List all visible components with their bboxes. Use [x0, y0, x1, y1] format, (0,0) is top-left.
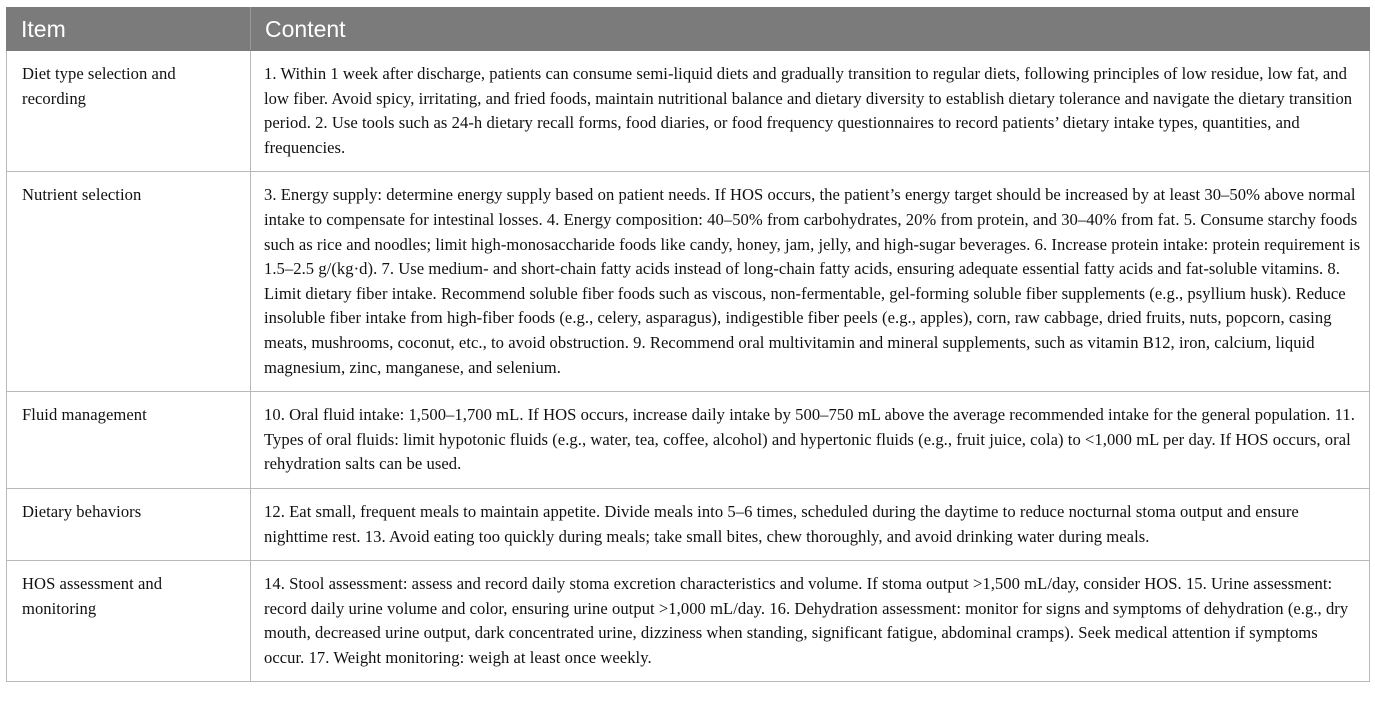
header-item: Item	[7, 8, 251, 51]
table-row	[7, 51, 1370, 172]
row-item-cell: Diet type selection and recording	[7, 51, 251, 172]
guideline-table	[6, 7, 1370, 682]
table-header	[7, 8, 1370, 51]
row-item-cell: Dietary behaviors	[7, 488, 251, 560]
header-row	[7, 8, 1370, 51]
header-content: Content	[251, 8, 1370, 51]
row-item-cell: Fluid management	[7, 392, 251, 489]
row-content-cell: 3. Energy supply: determine energy supply based on patient needs. If HOS occurs, the patient’s energy target should be increased by at least 30–50% above normal intake to compensate for intestinal losses. 4. Energy composition: 40–50% from carbohydrates, 20% from protein, and 30–40% from fat. 5. Consume starchy foods such as rice and noodles; limit high-monosaccharide foods like candy, honey, jam, jelly, and high-sugar beverages. 6. Increase protein intake: protein requirement is 1.5–2.5 g/(kg·d). 7. Use medium- and short-chain fatty acids instead of long-chain fatty acids, ensuring adequate essential fatty acids and fat-soluble vitamins. 8. Limit dietary fiber intake. Recommend soluble fiber foods such as viscous, non-fermentable, gel-forming soluble fiber supplements (e.g., psyllium husk). Reduce insoluble fiber intake from high-fiber foods (e.g., celery, asparagus), indigestible fiber peels (e.g., apples), corn, raw cabbage, dried fruits, nuts, popcorn, casing meats, mushrooms, coconut, etc., to avoid obstruction. 9. Recommend oral multivitamin and mineral supplements, such as vitamin B12, iron, calcium, liquid magnesium, zinc, manganese, and selenium.	[251, 172, 1370, 392]
table-row	[7, 488, 1370, 560]
row-content-cell: 14. Stool assessment: assess and record daily stoma excretion characteristics and volume. If stoma output >1,500 mL/day, consider HOS. 15. Urine assessment: record daily urine volume and color, ensuring urine output >1,000 mL/day. 16. Dehydration assessment: monitor for signs and symptoms of dehydration (e.g., dry mouth, decreased urine output, dark concentrated urine, dizziness when standing, significant fatigue, abdominal cramps). Seek medical attention if symptoms occur. 17. Weight monitoring: weigh at least once weekly.	[251, 561, 1370, 682]
row-item-cell: HOS assessment and monitoring	[7, 561, 251, 682]
table-row	[7, 392, 1370, 489]
row-content-cell: 12. Eat small, frequent meals to maintain appetite. Divide meals into 5–6 times, scheduled during the daytime to reduce nocturnal stoma output and ensure nighttime rest. 13. Avoid eating too quickly during meals; take small bites, chew thoroughly, and avoid drinking water during meals.	[251, 488, 1370, 560]
guideline-table-container	[6, 7, 1369, 682]
row-content-cell: 1. Within 1 week after discharge, patients can consume semi-liquid diets and gradually transition to regular diets, following principles of low residue, low fat, and low fiber. Avoid spicy, irritating, and fried foods, maintain nutritional balance and dietary diversity to establish dietary tolerance and navigate the dietary transition period. 2. Use tools such as 24-h dietary recall forms, food diaries, or food frequency questionnaires to record patients’ dietary intake types, quantities, and frequencies.	[251, 51, 1370, 172]
table-row	[7, 172, 1370, 392]
row-content-cell: 10. Oral fluid intake: 1,500–1,700 mL. If HOS occurs, increase daily intake by 500–750 mL above the average recommended intake for the general population. 11. Types of oral fluids: limit hypotonic fluids (e.g., water, tea, coffee, alcohol) and hypertonic fluids (e.g., fruit juice, cola) to <1,000 mL per day. If HOS occurs, oral rehydration salts can be used.	[251, 392, 1370, 489]
table-body	[7, 51, 1370, 682]
row-item-cell: Nutrient selection	[7, 172, 251, 392]
table-row	[7, 561, 1370, 682]
